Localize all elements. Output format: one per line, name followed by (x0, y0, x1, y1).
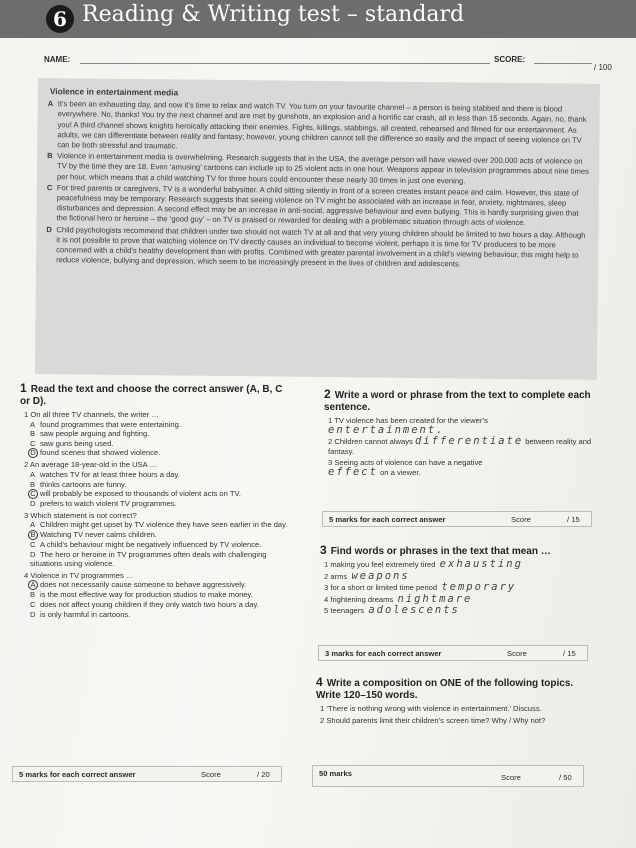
question-2-stem: 2 An average 18-year-old in the USA … (24, 460, 157, 470)
section-4 (316, 676, 588, 725)
score-total: / 20 (257, 770, 270, 779)
question-2-option-b[interactable]: B thinks cartoons are funny. (30, 479, 127, 489)
essay-topic-1[interactable]: 1 ‘There is nothing wrong with violence in entertainment.’ Discuss. (320, 704, 542, 713)
answer-field[interactable]: nightmare (397, 592, 473, 605)
marks-label: 5 marks for each correct answer (329, 515, 446, 524)
fill-item-2: 2 Children cannot always differentiate between reality and fantasy. (328, 435, 592, 456)
question-4-option-d[interactable]: D is only harmful in cartoons. (30, 609, 131, 619)
question-1-option-b[interactable]: B saw people arguing and fighting. (30, 429, 150, 439)
match-item-3: 3 for a short or limited time period temporary (324, 581, 517, 594)
header-band (0, 0, 636, 38)
section-3-title: 3 Find words or phrases in the text that mean … (320, 543, 551, 557)
score-label: Score (201, 770, 221, 779)
paragraph-text: Violence in entertainment media is overwhelming. Research suggests that in the USA, the average person will have viewed over 200,000 acts of violence on TV by the time they are 18. Even ‘amusing’ cartoons can include up to 25 violent acts in one hour. Weapons appear in television programmes about nine times per hour, which means that a child watching TV for three hours could encounter these nearly 30 times in just one evening. (56, 151, 589, 186)
answer-field[interactable]: entertainment. (328, 423, 445, 436)
question-1-option-d[interactable]: D found scenes that showed violence. (20, 448, 290, 458)
score-label: Score (507, 649, 527, 658)
marks-label: 3 marks for each correct answer (325, 649, 442, 658)
passage-title: Violence in entertainment media (49, 86, 179, 98)
section-3-score-box (318, 645, 588, 661)
marks-label: 50 marks (319, 769, 352, 778)
question-3-option-c[interactable]: C A child’s behaviour might be negatively influenced by TV violence. (30, 539, 262, 549)
match-item-2: 2 arms weapons (324, 569, 410, 582)
paragraph-text: Child psychologists recommend that children under two should not watch TV at all and that very young children should be limited to two hours a day. Although it is not possible to prove that watching violence on TV directly causes an individual to become violent, perhaps it is time for TV producers to be more concerned with a child’s healthy development than with profits. Combined with greater parental involvement in a child’s viewing behaviour, this might help to reduce violence, bullying and depression, which seem to be increasingly present in the lives of children and adolescents. (56, 224, 586, 269)
passage-paragraph-d (48, 225, 588, 271)
passage-paragraph-a (49, 99, 590, 156)
section-4-title: 4 Write a composition on ONE of the following topics. Write 120–150 words. (316, 675, 574, 701)
question-2-option-c[interactable]: C will probably be exposed to thousands of violent acts on TV. (20, 489, 290, 499)
name-field[interactable] (80, 63, 490, 64)
paragraph-label: B (47, 151, 53, 161)
name-score-row (44, 53, 624, 73)
question-1-option-a[interactable]: A found programmes that were entertaining. (30, 419, 181, 429)
question-3-option-a[interactable]: A Children might get upset by TV violence they have seen earlier in the day. (30, 520, 288, 530)
answer-field[interactable]: effect (328, 465, 378, 478)
fill-item-3: 3 Seeing acts of violence can have a negative effect on a viewer. (328, 458, 483, 478)
paragraph-label: D (46, 224, 52, 234)
score-total: / 100 (594, 63, 612, 72)
section-1-title: 1 Read the text and choose the correct answer (A, B, C or D). (20, 381, 283, 407)
answer-field[interactable]: adolescents (368, 604, 460, 617)
score-label: Score (511, 515, 531, 524)
section-2-score-box (322, 511, 592, 527)
question-3-option-b[interactable]: B Watching TV never calms children. (20, 530, 290, 540)
answer-field[interactable]: differentiate (414, 435, 524, 448)
score-total: / 50 (559, 773, 572, 782)
question-4-stem: 4 Violence in TV programmes … (24, 570, 134, 580)
fill-item-1: 1 TV violence has been created for the viewer’s entertainment. (328, 416, 488, 436)
question-3-option-d[interactable]: D The hero or heroine in TV programmes often deals with challenging situations using violence. (30, 549, 267, 569)
passage-paragraph-b (49, 151, 589, 187)
page-title: Reading & Writing test – standard (82, 2, 465, 27)
answer-field[interactable]: temporary (441, 581, 517, 594)
section-4-score-box (312, 765, 584, 787)
score-field[interactable] (534, 63, 592, 64)
section-2 (324, 388, 592, 478)
section-1 (20, 382, 290, 619)
question-2-option-a[interactable]: A watches TV for at least three hours a day. (30, 469, 180, 479)
score-label: Score (501, 773, 521, 782)
paragraph-label: C (46, 182, 53, 192)
essay-topic-2[interactable]: 2 Should parents limit their children’s screen time? Why / Why not? (320, 715, 546, 725)
question-3-stem: 3 Which statement is not correct? (24, 510, 137, 520)
question-2-option-d[interactable]: D prefers to watch violent TV programmes. (30, 499, 177, 509)
section-1-score-box (12, 766, 282, 782)
paragraph-text: It’s been an exhausting day, and now it’s time to relax and watch TV. You turn on your favourite channel – a person is being stabbed and there is blood everywhere. No, thanks! You try the next channel and are met by gunshots, an explosion and a horrific car crash, all in less than 15 seconds. Again, no, thank you! A third channel shows knights heroically attacking their enemies. Fights, killings, stabbings, all created, rehearsed and filmed for our entertainment. As adults, we can differentiate between reality and fantasy; however, young children cannot tell the difference so easily and the impact of seeing violence on TV can be both stressful and traumatic. (57, 99, 587, 151)
name-label: NAME: (44, 55, 71, 64)
score-label: SCORE: (494, 55, 526, 64)
answer-field[interactable]: exhausting (439, 558, 523, 570)
match-item-4: 4 frightening dreams nightmare (324, 592, 473, 605)
reading-passage (35, 78, 600, 380)
question-1-stem: 1 On all three TV channels, the writer … (24, 410, 159, 419)
paragraph-text: For tired parents or caregivers, TV is a wonderful babysitter. A child sitting silently in front of a screen creates instant peace and calm. However, this state of peacefulness may be temporary. Research suggests that seeing violence on TV might be associated with an increase in fear, anxiety, nightmares, sleep disturbances and depression. A second effect may be an increase in anti-social, aggressive behaviour and even bullying. This is hardly surprising given that the fictional hero or heroine – the ‘good guy’ – on TV is praised or rewarded for dealing with a problematic situation through acts of violence. (56, 183, 579, 228)
passage-paragraph-c (48, 183, 588, 229)
question-4-option-b[interactable]: B is the most effective way for production studios to make money. (30, 590, 253, 600)
answer-field[interactable]: weapons (351, 569, 410, 582)
section-3 (320, 544, 592, 616)
score-total: / 15 (563, 649, 576, 658)
score-total: / 15 (567, 515, 580, 524)
match-item-5: 5 teenagers adolescents (324, 604, 460, 617)
question-4-option-c[interactable]: C does not affect young children if they only watch two hours a day. (30, 599, 259, 609)
unit-number-badge: 6 (46, 5, 74, 33)
question-4-option-a[interactable]: A does not necessarily cause someone to behave aggressively. (20, 580, 290, 590)
section-2-title: 2 Write a word or phrase from the text to complete each sentence. (324, 387, 591, 413)
question-1-option-c[interactable]: C saw guns being used. (30, 438, 114, 448)
paragraph-label: A (47, 99, 54, 109)
marks-label: 5 marks for each correct answer (19, 770, 136, 779)
match-item-1: 1 making you feel extremely tired exhausting (324, 558, 523, 570)
